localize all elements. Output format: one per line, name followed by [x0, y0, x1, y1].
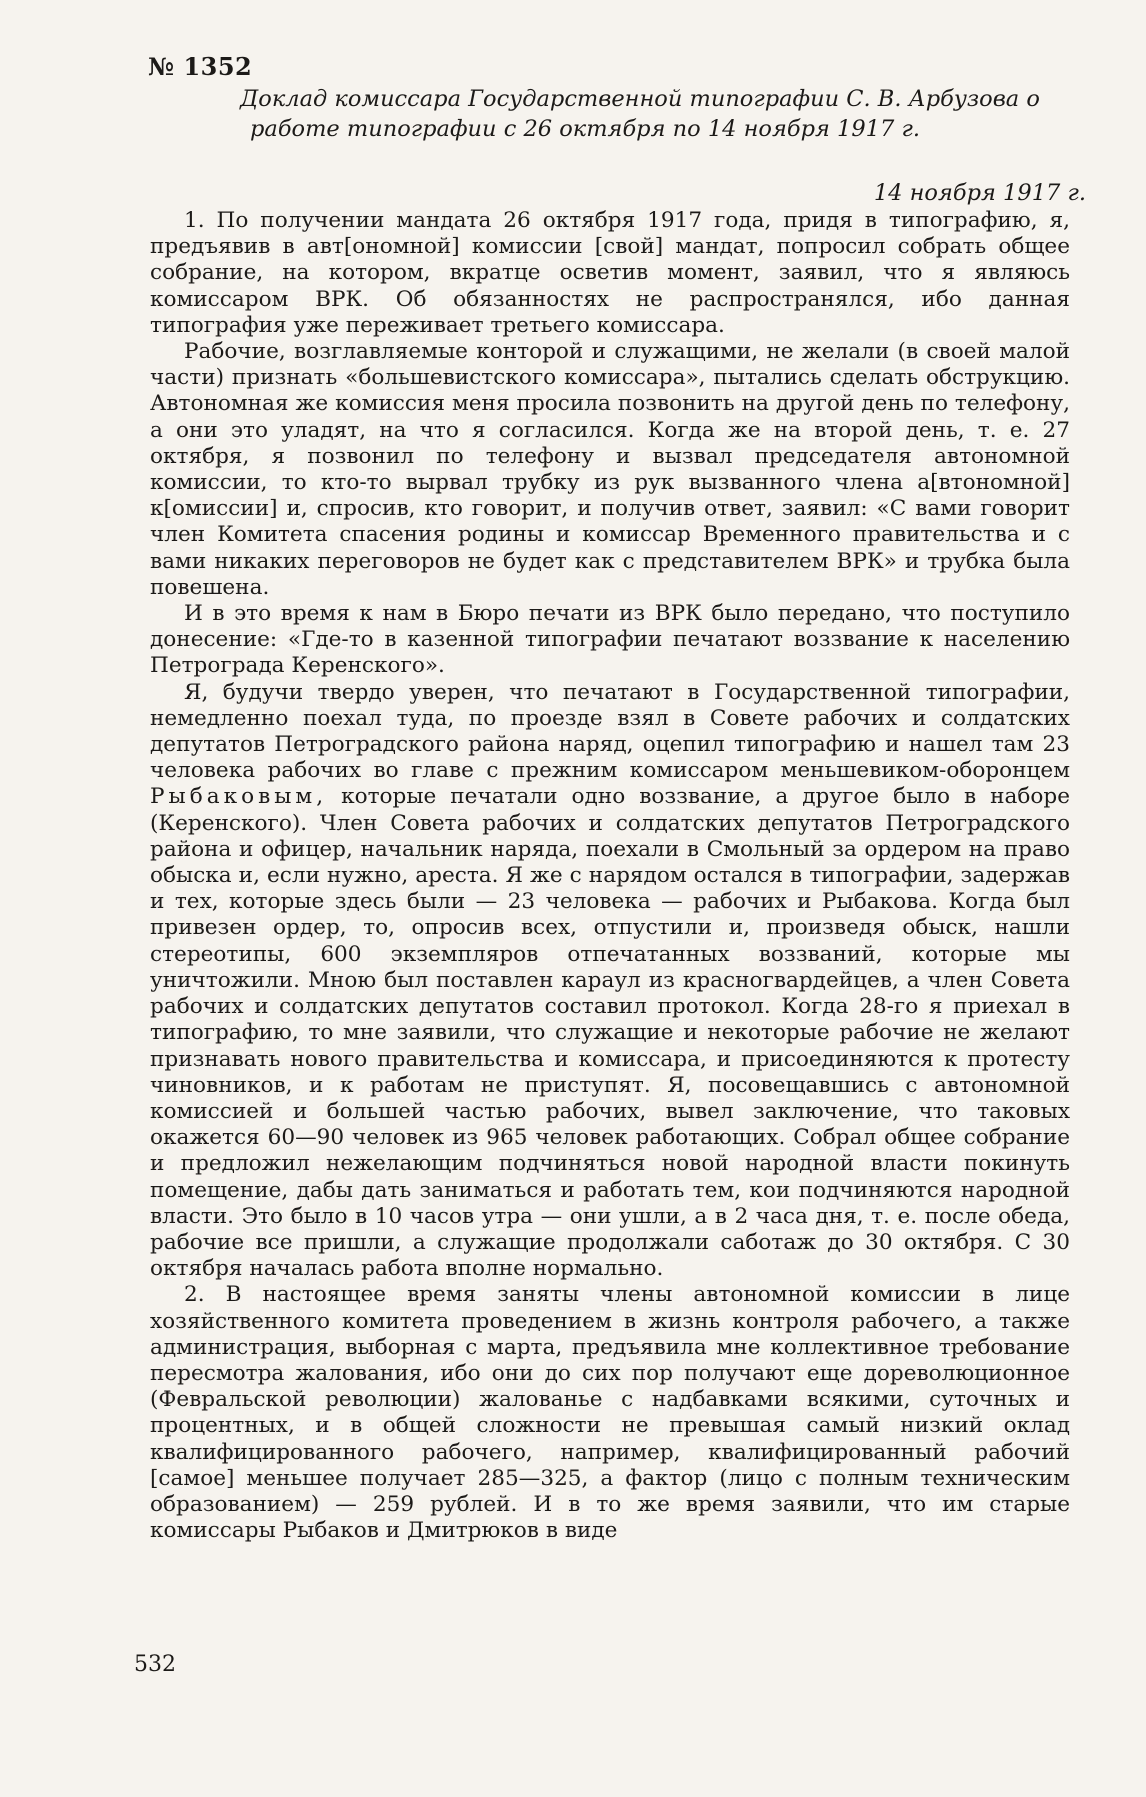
document-title-line-2: работе типографии с 26 октября по 14 ноября 1917 г.: [250, 116, 920, 142]
paragraph-4-part-1: Я, будучи твердо уверен, что печатают в Государственной типографии, немедленно поехал туда, по проезде взял в Совете рабочих и солдатских депутатов Петроградского района наряд, оцепил типографию и нашел там 23 человека рабочих во главе с прежним комиссаром меньшевиком-оборонцем: [150, 679, 1070, 784]
document-title: [240, 84, 1080, 144]
paragraph-4: [150, 680, 1070, 1283]
paragraph-2: Рабочие, возглавляемые конторой и служащими, не желали (в своей малой части) признать «большевистского комиссара», пытались сделать обструкцию. Автономная же комиссия меня просила позвонить на другой день по телефону, а они это уладят, на что я согласился. Когда же на второй день, т. е. 27 октября, я позвонил по телефону и вызвал председателя автономной комиссии, то кто-то вырвал трубку из рук вызванного члена а[втономной] к[омиссии] и, спросив, кто говорит, и получив ответ, заявил: «С вами говорит член Комитета спасения родины и комиссар Временного правительства и с вами никаких переговоров не будет как с представителем ВРК» и трубка была повешена.: [150, 339, 1070, 600]
paragraph-3: И в это время к нам в Бюро печати из ВРК было передано, что поступило донесение: «Где-то в казенной типографии печатают воззвание к населению Петрограда Керенского».: [150, 601, 1070, 679]
paragraph-4-part-2: которые печатали одно воззвание, а другое было в наборе (Керенского). Член Совета рабочих и солдатских депутатов Петроградского района и офицер, начальник наряда, поехали в Смольный за ордером на право обыска и, если нужно, ареста. Я же с нарядом остался в типографии, задержав и тех, которые здесь были — 23 человека — рабочих и Рыбакова. Когда был привезен ордер, то, опросив всех, отпустили и, произведя обыск, нашли стереотипы, 600 экземпляров отпечатанных воззваний, которые мы уничтожили. Мною был поставлен караул из красногвардейцев, а член Совета рабочих и солдатских депутатов составил протокол. Когда 28-го я приехал в типографию, то мне заявили, что служащие и некоторые рабочие не желают признавать нового правительства и комиссара, и присоединяются к протесту чиновников, и к работам не приступят. Я, посовещавшись с автономной комиссией и большей частью рабочих, вывел заключение, что таковых окажется 60—90 человек из 965 человек работающих. Собрал общее собрание и предложил нежелающим подчиняться новой народной власти покинуть помещение, дабы дать заниматься и работать тем, кои подчиняются народной власти. Это было в 10 часов утра — они ушли, а в 2 часа дня, т. е. после обеда, рабочие все пришли, а служащие продолжали саботаж до 30 октября. С 30 октября началась работа вполне нормально.: [150, 784, 1070, 1282]
page-number: 532: [134, 1652, 176, 1677]
document-date: 14 ноября 1917 г.: [873, 180, 1086, 206]
paragraph-1: 1. По получении мандата 26 октября 1917 года, придя в типографию, я, предъявив в авт[ономной] комиссии [свой] мандат, попросил собрать общее собрание, на котором, вкратце осветив момент, заявил, что я являюсь комиссаром ВРК. Об обязанностях не распространялся, ибо данная типография уже переживает третьего комиссара.: [150, 208, 1070, 338]
document-number: № 1352: [148, 52, 253, 81]
document-title-line-1: Доклад комиссара Государственной типографии С. В. Арбузова о: [240, 86, 1040, 112]
paragraph-5: 2. В настоящее время заняты члены автономной комиссии в лице хозяйственного комитета проведением в жизнь контроля рабочего, а также администрация, выборная с марта, предъявила мне коллективное требование пересмотра жалования, ибо они до сих пор получают еще дореволюционное (Февральской революции) жалованье с надбавками всякими, суточных и процентных, и в общей сложности не превышая самый низкий оклад квалифицированного рабочего, например, квалифицированный рабочий [самое] меньшее получает 285—325, а фактор (лицо с полным техническим образованием) — 259 рублей. И в то же время заявили, что им старые комиссары Рыбаков и Дмитрюков в виде: [150, 1282, 1070, 1544]
paragraph-4-name: Рыбаковым,: [150, 784, 328, 810]
document-body: [150, 208, 1070, 1544]
